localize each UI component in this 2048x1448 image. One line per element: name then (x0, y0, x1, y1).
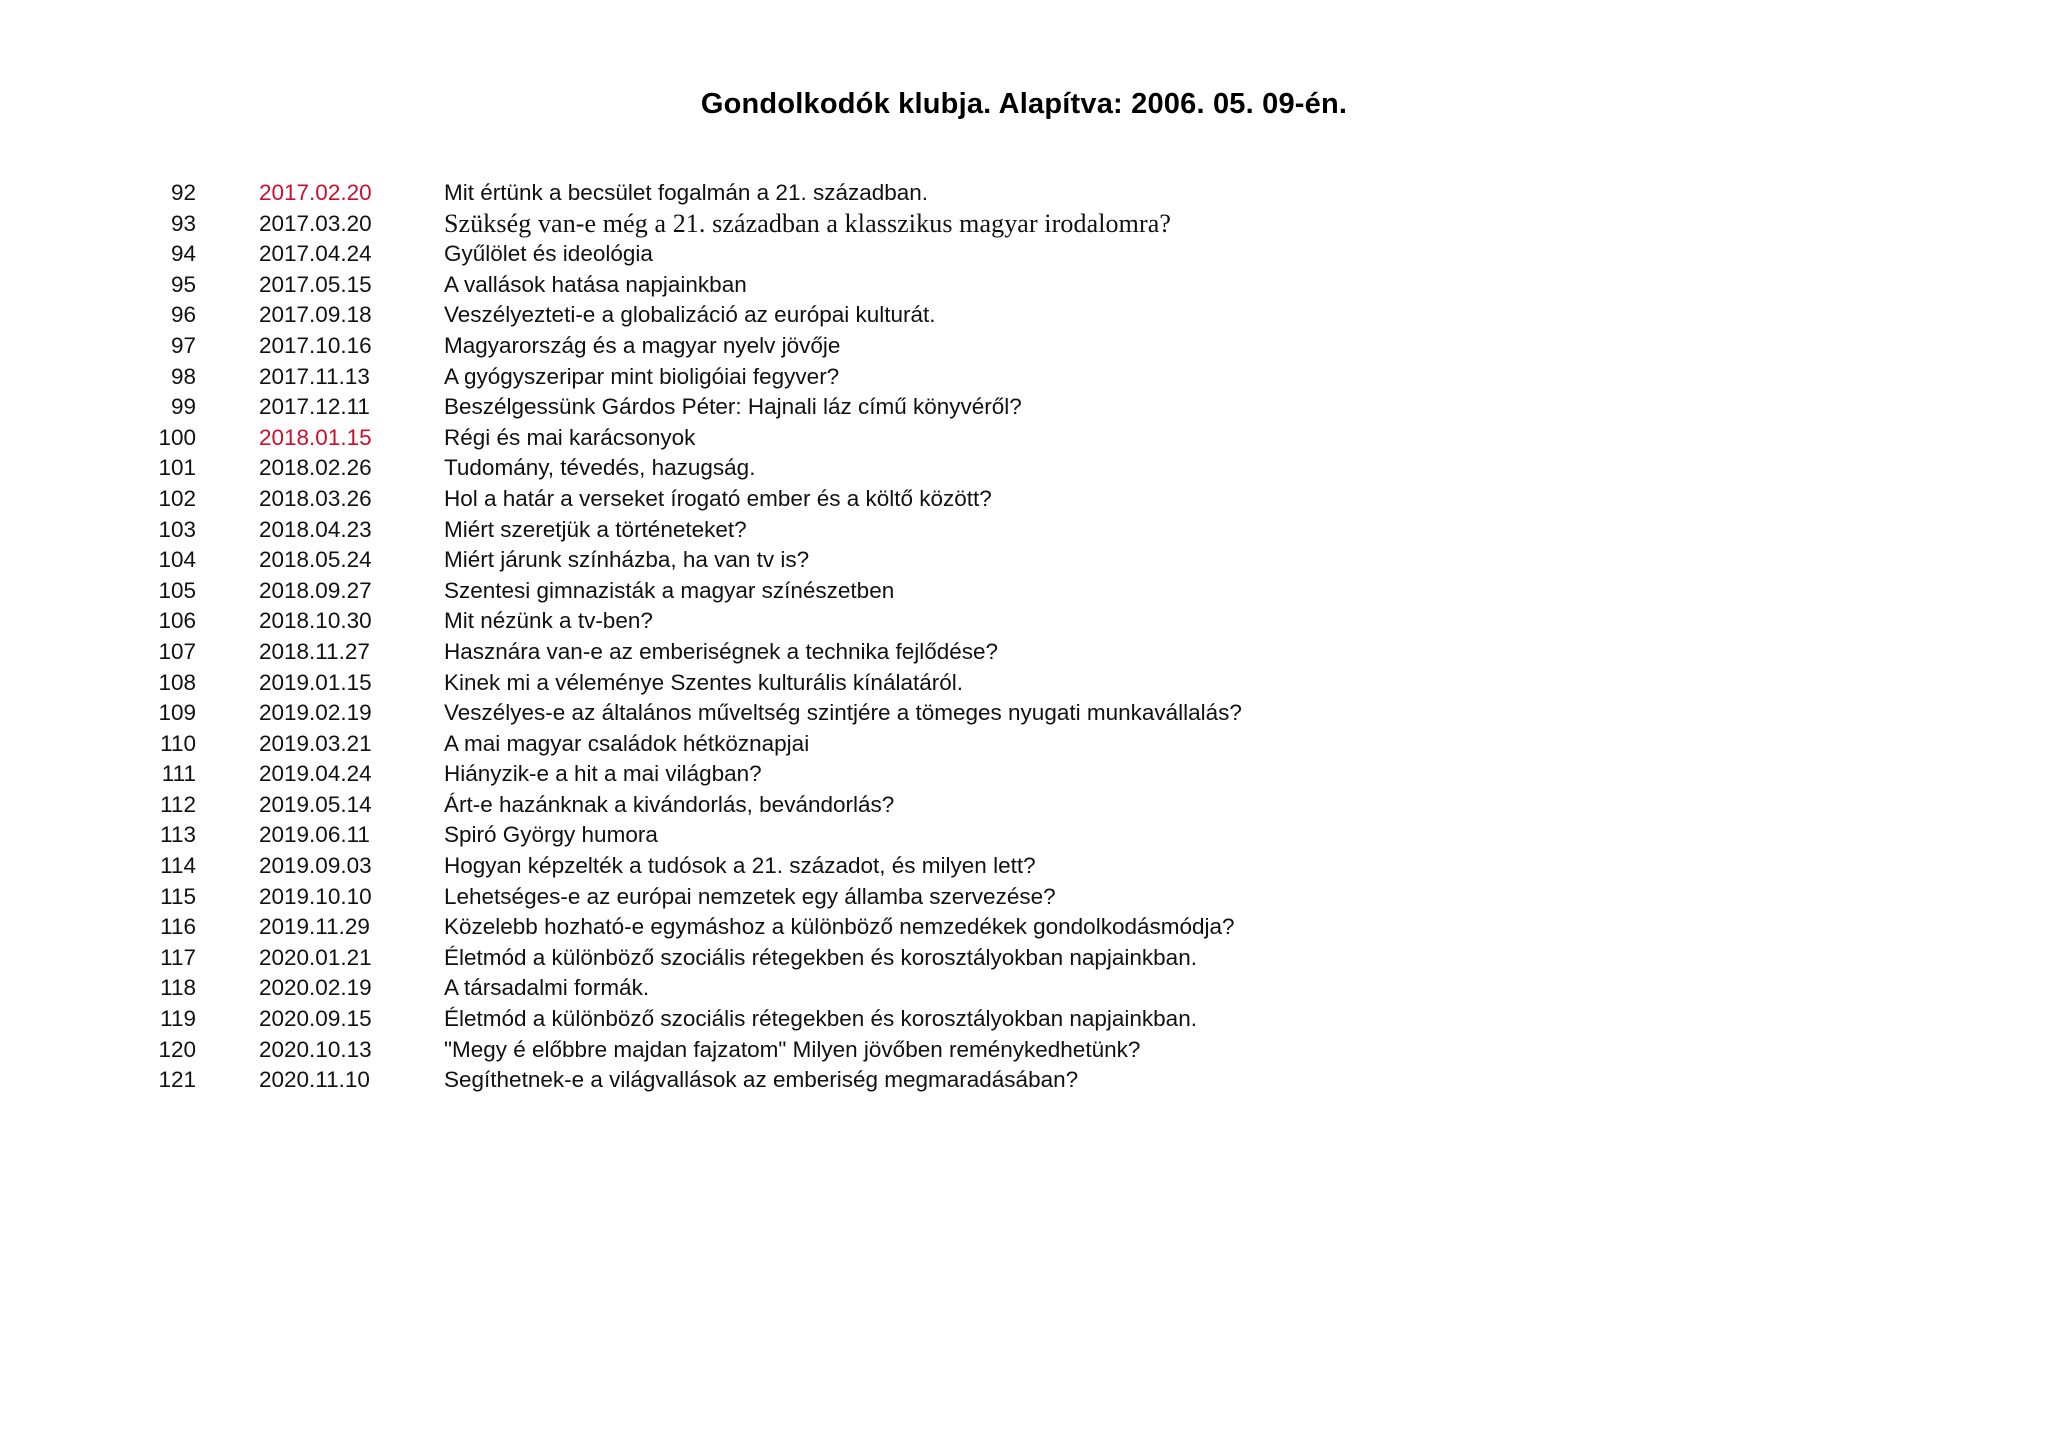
meeting-date: 2017.09.18 (259, 302, 372, 328)
meeting-number: 113 (160, 822, 196, 848)
meeting-number: 98 (170, 363, 196, 389)
meeting-date: 2019.09.03 (259, 853, 372, 879)
meeting-number: 121 (158, 1067, 196, 1093)
meeting-topic: Gyűlölet és ideológia (444, 241, 653, 267)
meeting-number: 112 (160, 791, 196, 817)
list-item (0, 453, 2048, 484)
meeting-date: 2017.02.20 (259, 180, 372, 205)
list-item (0, 545, 2048, 576)
meeting-topic: Hol a határ a verseket írogató ember és a költő között? (444, 485, 992, 511)
meeting-date: 2018.01.15 (259, 424, 372, 450)
meeting-date: 2019.02.19 (259, 700, 372, 726)
meeting-topic: Hogyan képzelték a tudósok a 21. századot, és milyen lett? (444, 853, 1036, 879)
meeting-number: 97 (170, 332, 196, 358)
meeting-date: 2019.10.10 (259, 883, 372, 909)
meeting-date: 2019.05.14 (259, 791, 372, 817)
meeting-date: 2018.11.27 (259, 638, 370, 664)
list-item (0, 1035, 2048, 1066)
meeting-number: 117 (160, 944, 196, 970)
meeting-number: 120 (158, 1036, 196, 1062)
meeting-number: 116 (160, 914, 196, 940)
meeting-number: 102 (158, 485, 196, 511)
meeting-topic: Magyarország és a magyar nyelv jövője (444, 332, 841, 358)
meeting-number: 95 (170, 271, 196, 297)
meeting-date: 2020.10.13 (259, 1036, 372, 1062)
meeting-date: 2017.03.20 (259, 210, 372, 236)
meeting-number: 115 (160, 883, 196, 909)
meeting-topic: Szentesi gimnazisták a magyar színészetben (444, 577, 895, 603)
list-item (0, 790, 2048, 821)
list-item (0, 392, 2048, 423)
meeting-number: 111 (161, 761, 196, 787)
meeting-number: 99 (170, 394, 196, 420)
meeting-number: 93 (170, 210, 196, 236)
meeting-topic: Életmód a különböző szociális rétegekben és korosztályokban napjainkban. (444, 944, 1197, 970)
list-item (0, 729, 2048, 760)
list-item (0, 882, 2048, 913)
meetings-list (0, 178, 2048, 1096)
meeting-topic: Szükség van-e még a 21. században a klasszikus magyar irodalomra? (444, 208, 1172, 238)
meeting-date: 2019.03.21 (259, 730, 372, 756)
list-item (0, 515, 2048, 546)
meeting-date: 2019.01.15 (259, 669, 372, 695)
list-item (0, 851, 2048, 882)
meeting-topic: A vallások hatása napjainkban (444, 271, 747, 297)
meeting-topic: Hiányzik-e a hit a mai világban? (444, 761, 762, 787)
meeting-topic: A mai magyar családok hétköznapjai (444, 730, 810, 756)
meeting-topic: "Megy é előbbre majdan fajzatom" Milyen jövőben reménykedhetünk? (444, 1036, 1141, 1062)
meeting-number: 101 (158, 455, 196, 481)
meeting-number: 108 (158, 669, 196, 695)
meeting-number: 104 (158, 547, 196, 573)
meeting-date: 2017.12.11 (259, 394, 370, 420)
meeting-number: 96 (170, 302, 196, 328)
meeting-date: 2019.04.24 (259, 761, 372, 787)
meeting-date: 2017.10.16 (259, 332, 372, 358)
list-item (0, 576, 2048, 607)
meeting-date: 2017.11.13 (259, 363, 370, 389)
list-item (0, 973, 2048, 1004)
meeting-number: 114 (160, 853, 196, 879)
meeting-date: 2018.04.23 (259, 516, 372, 542)
list-item (0, 300, 2048, 331)
list-item (0, 331, 2048, 362)
list-item (0, 484, 2048, 515)
meeting-number: 107 (158, 638, 196, 664)
meeting-date: 2020.02.19 (259, 975, 372, 1001)
meeting-topic: Életmód a különböző szociális rétegekben és korosztályokban napjainkban. (444, 1006, 1197, 1032)
list-item (0, 1004, 2048, 1035)
list-item (0, 698, 2048, 729)
meeting-topic: Spiró György humora (444, 822, 658, 848)
meeting-topic: Hasznára van-e az emberiségnek a technika fejlődése? (444, 638, 999, 664)
meeting-number: 103 (158, 516, 196, 542)
meeting-date: 2018.10.30 (259, 608, 372, 634)
meeting-number: 105 (158, 577, 196, 603)
meeting-date: 2018.05.24 (259, 547, 372, 573)
meeting-number: 110 (160, 730, 196, 756)
list-item (0, 943, 2048, 974)
meeting-topic: Lehetséges-e az európai nemzetek egy államba szervezése? (444, 883, 1056, 909)
meeting-date: 2019.11.29 (259, 914, 370, 940)
meeting-date: 2018.02.26 (259, 455, 372, 481)
list-item (0, 637, 2048, 668)
list-item (0, 270, 2048, 301)
meeting-topic: Kinek mi a véleménye Szentes kulturális kínálatáról. (444, 669, 963, 695)
list-item (0, 668, 2048, 699)
meeting-number: 109 (158, 700, 196, 726)
document-title: Gondolkodók klubja. Alapítva: 2006. 05. 09-én. (700, 88, 1348, 120)
meeting-topic: Árt-e hazánknak a kivándorlás, bevándorlás? (444, 791, 895, 817)
list-item (0, 912, 2048, 943)
list-item (0, 209, 2048, 240)
meeting-number: 94 (170, 241, 196, 267)
meeting-topic: Segíthetnek-e a világvallások az emberiség megmaradásában? (444, 1067, 1079, 1093)
meeting-date: 2017.04.24 (259, 241, 372, 267)
meeting-topic: Mit nézünk a tv-ben? (444, 608, 653, 634)
list-item (0, 1065, 2048, 1096)
meeting-topic: Veszélyezteti-e a globalizáció az európai kulturát. (444, 302, 936, 328)
list-item (0, 178, 2048, 209)
meeting-topic: Beszélgessünk Gárdos Péter: Hajnali láz című könyvéről? (444, 394, 1022, 420)
meeting-topic: Régi és mai karácsonyok (444, 424, 696, 450)
meeting-topic: A gyógyszeripar mint bioligóiai fegyver? (444, 363, 840, 389)
list-item (0, 820, 2048, 851)
list-item (0, 362, 2048, 393)
meeting-date: 2018.09.27 (259, 577, 372, 603)
meeting-topic: Mit értünk a becsület fogalmán a 21. században. (444, 180, 929, 205)
meeting-date: 2020.11.10 (259, 1067, 370, 1093)
list-item (0, 759, 2048, 790)
meeting-date: 2019.06.11 (259, 822, 370, 848)
meeting-number: 92 (170, 180, 196, 205)
meeting-number: 118 (160, 975, 196, 1001)
list-item (0, 606, 2048, 637)
list-item (0, 423, 2048, 454)
meeting-topic: Miért szeretjük a történeteket? (444, 516, 747, 542)
meeting-date: 2020.09.15 (259, 1006, 372, 1032)
meeting-topic: Veszélyes-e az általános műveltség szintjére a tömeges nyugati munkavállalás? (444, 700, 1242, 726)
meeting-topic: Miért járunk színházba, ha van tv is? (444, 547, 810, 573)
meeting-date: 2018.03.26 (259, 485, 372, 511)
meeting-number: 106 (158, 608, 196, 634)
meeting-topic: Közelebb hozható-e egymáshoz a különböző nemzedékek gondolkodásmódja? (444, 914, 1235, 940)
list-item (0, 239, 2048, 270)
meeting-topic: A társadalmi formák. (444, 975, 650, 1001)
meeting-topic: Tudomány, tévedés, hazugság. (444, 455, 756, 481)
meeting-date: 2020.01.21 (259, 944, 372, 970)
meeting-number: 100 (158, 424, 196, 450)
meeting-number: 119 (160, 1006, 196, 1032)
meeting-date: 2017.05.15 (259, 271, 372, 297)
